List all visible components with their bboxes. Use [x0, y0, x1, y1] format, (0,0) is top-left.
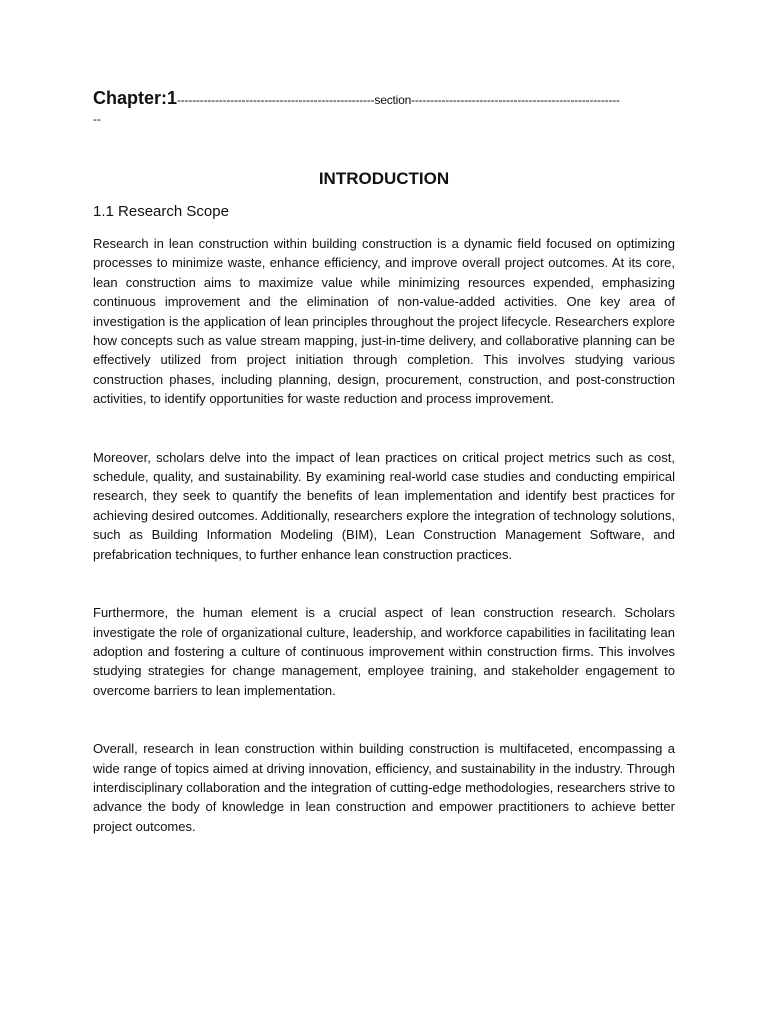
chapter-header	[93, 87, 675, 111]
document-page	[93, 87, 675, 836]
document-title: INTRODUCTION	[318, 169, 450, 188]
section-heading: 1.1 Research Scope	[93, 203, 229, 220]
paragraph-1: Research in lean construction within building construction is a dynamic field focused on optimizing processes to minimize waste, enhance efficiency, and improve overall project outcomes. At its core, lean construction aims to maximize value while minimizing resources expended, emphasizing continuous improvement and the elimination of non-value-added activities. One key area of investigation is the application of lean principles throughout the project lifecycle. Researchers explore how concepts such as value stream mapping, just-in-time delivery, and collaborative planning can be effectively utilized from project initiation through completion. This involves studying various construction phases, including planning, design, procurement, construction, and post-construction activities, to identify opportunities for waste reduction and process improvement.	[93, 236, 675, 407]
paragraph-2: Moreover, scholars delve into the impact of lean practices on critical project metrics such as cost, schedule, quality, and sustainability. By examining real-world case studies and conducting empirical research, they seek to quantify the benefits of lean implementation and identify best practices for achieving desired outcomes. Additionally, researchers explore the integration of technology solutions, such as Building Information Modeling (BIM), Lean Construction Management Software, and prefabrication techniques, to further enhance lean construction practices.	[93, 449, 675, 562]
chapter-section-word: section	[374, 93, 412, 107]
chapter-dashes-wrap: --	[93, 112, 101, 126]
chapter-label: Chapter:1	[93, 88, 178, 108]
chapter-dashes-before: ----------------------------------------------------	[177, 93, 375, 107]
paragraph-4: Overall, research in lean construction within building construction is multifaceted, encompassing a wide range of topics aimed at driving innovation, efficiency, and sustainability in the industry. Through interdisciplinary collaboration and the integration of cutting-edge methodologies, researchers strive to advance the body of knowledge in lean construction and empower practitioners to achieve better project outcomes.	[93, 741, 675, 834]
paragraph-3: Furthermore, the human element is a crucial aspect of lean construction research. Scholars investigate the role of organizational culture, leadership, and workforce capabilities in facilitating lean adoption and fostering a culture of continuous improvement within construction firms. This involves studying strategies for change management, employee training, and stakeholder engagement to overcome barriers to lean implementation.	[93, 605, 675, 698]
chapter-dashes-after: -------------------------------------------------------	[411, 93, 620, 107]
